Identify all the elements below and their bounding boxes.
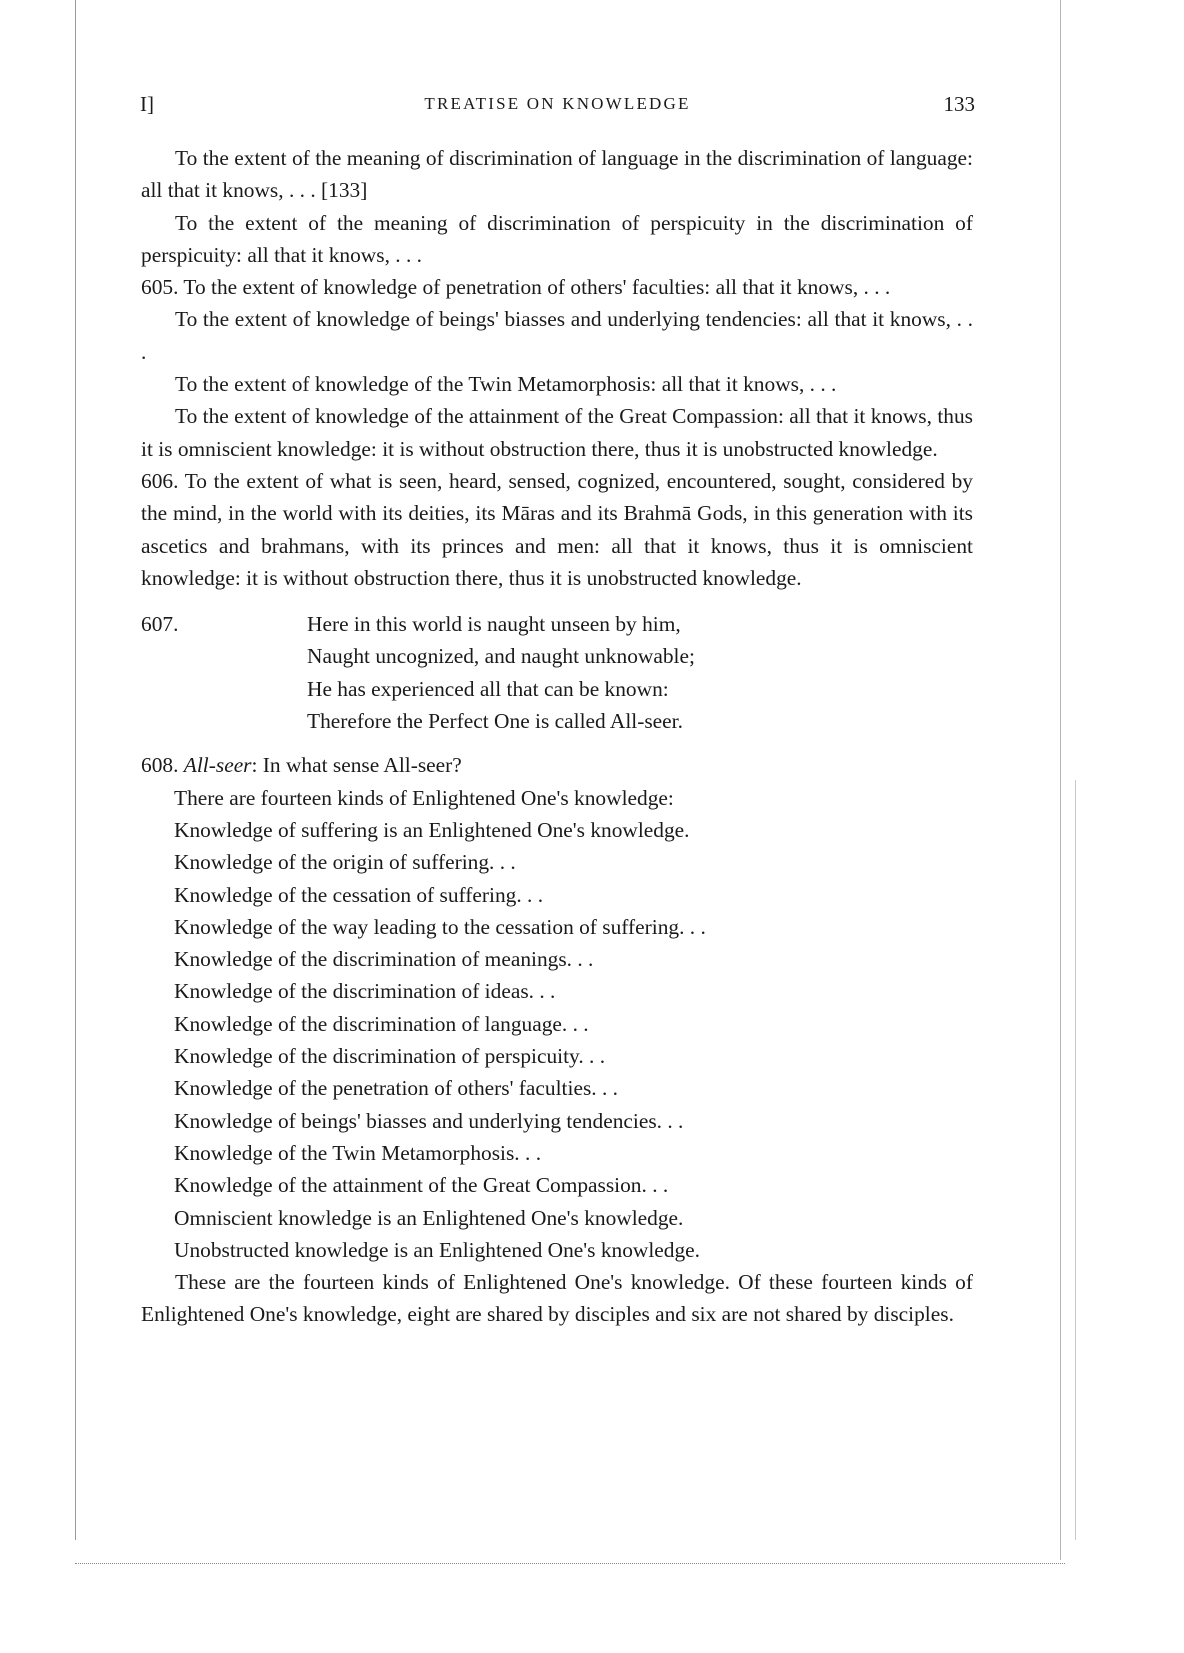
list-item: Knowledge of the penetration of others' faculties. . . xyxy=(174,1076,619,1101)
paragraph-605: 605. To the extent of knowledge of penetration of others' faculties: all that it knows, . . . xyxy=(141,275,891,300)
list-item: Knowledge of the discrimination of ideas. . . xyxy=(174,979,556,1004)
page-number: 133 xyxy=(943,92,975,116)
section-question: : In what sense All-seer? xyxy=(251,753,462,778)
section-number: 608. xyxy=(141,753,179,778)
list-item: Unobstructed knowledge is an Enlightened One's knowledge. xyxy=(174,1237,701,1262)
verse-number: 607. xyxy=(141,612,179,637)
section-608-heading xyxy=(141,749,973,781)
list-item: Knowledge of the discrimination of perspicuity. . . xyxy=(174,1044,606,1069)
verse-607 xyxy=(141,608,973,737)
list-item: Knowledge of the discrimination of language. . . xyxy=(174,1011,589,1036)
section-608 xyxy=(141,749,973,1266)
list-item: Knowledge of the way leading to the cessation of suffering. . . xyxy=(174,914,706,939)
section-term: All-seer xyxy=(183,753,252,778)
running-title: TREATISE ON KNOWLEDGE xyxy=(424,94,691,113)
scan-edge-right-inner xyxy=(1075,780,1076,1540)
paragraph: To the extent of the meaning of discrimination of perspicuity in the discrimination of perspicuity: all that it knows, . . . xyxy=(141,210,973,267)
list-item: Knowledge of the discrimination of meanings. . . xyxy=(174,947,594,972)
list-item: Omniscient knowledge is an Enlightened One's knowledge. xyxy=(174,1205,684,1230)
running-header xyxy=(140,92,975,122)
verse-lines xyxy=(307,608,973,737)
paragraph: To the extent of knowledge of beings' biasses and underlying tendencies: all that it knows, . . . xyxy=(141,307,973,364)
scan-edge-bottom xyxy=(75,1563,1065,1564)
verse-line: Naught uncognized, and naught unknowable; xyxy=(307,644,695,669)
scan-edge-right xyxy=(1060,0,1061,1560)
verse-line: Therefore the Perfect One is called All-seer. xyxy=(307,709,683,734)
scan-edge-left xyxy=(75,0,76,1540)
closing-paragraph: These are the fourteen kinds of Enlightened One's knowledge. Of these fourteen kinds of Enlightened One's knowledge, eight are shared by disciples and six are not shared by disciples. xyxy=(141,1270,973,1327)
paragraph: To the extent of the meaning of discrimination of language in the discrimination of language: all that it knows, . . . [133] xyxy=(141,146,973,203)
list-item: Knowledge of the attainment of the Great Compassion. . . xyxy=(174,1173,669,1198)
list-item: Knowledge of the cessation of suffering. . . xyxy=(174,882,544,907)
paragraph-606: 606. To the extent of what is seen, heard, sensed, cognized, encountered, sought, considered by the mind, in the world with its deities, its Māras and its Brahmā Gods, in this generation with its ascetics and brahmans, with its princes and men: all that it knows, thus it is omniscient knowledge: it is without obstruction there, thus it is unobstructed knowledge. xyxy=(141,468,973,590)
chapter-marker: I] xyxy=(140,92,154,116)
verse-line: He has experienced all that can be known: xyxy=(307,676,669,701)
list-item: Knowledge of the origin of suffering. . . xyxy=(174,850,516,875)
list-intro: There are fourteen kinds of Enlightened One's knowledge: xyxy=(174,785,674,810)
page-body xyxy=(141,142,973,1331)
list-item: Knowledge of suffering is an Enlightened One's knowledge. xyxy=(174,817,690,842)
list-item: Knowledge of the Twin Metamorphosis. . . xyxy=(174,1140,542,1165)
list-item: Knowledge of beings' biasses and underlying tendencies. . . xyxy=(174,1108,684,1133)
paragraph: To the extent of knowledge of the Twin Metamorphosis: all that it knows, . . . xyxy=(175,372,837,397)
verse-line: Here in this world is naught unseen by him, xyxy=(307,612,681,637)
paragraph: To the extent of knowledge of the attainment of the Great Compassion: all that it knows, thus it is omniscient knowledge: it is without obstruction there, thus it is unobstructed knowledge. xyxy=(141,404,973,461)
